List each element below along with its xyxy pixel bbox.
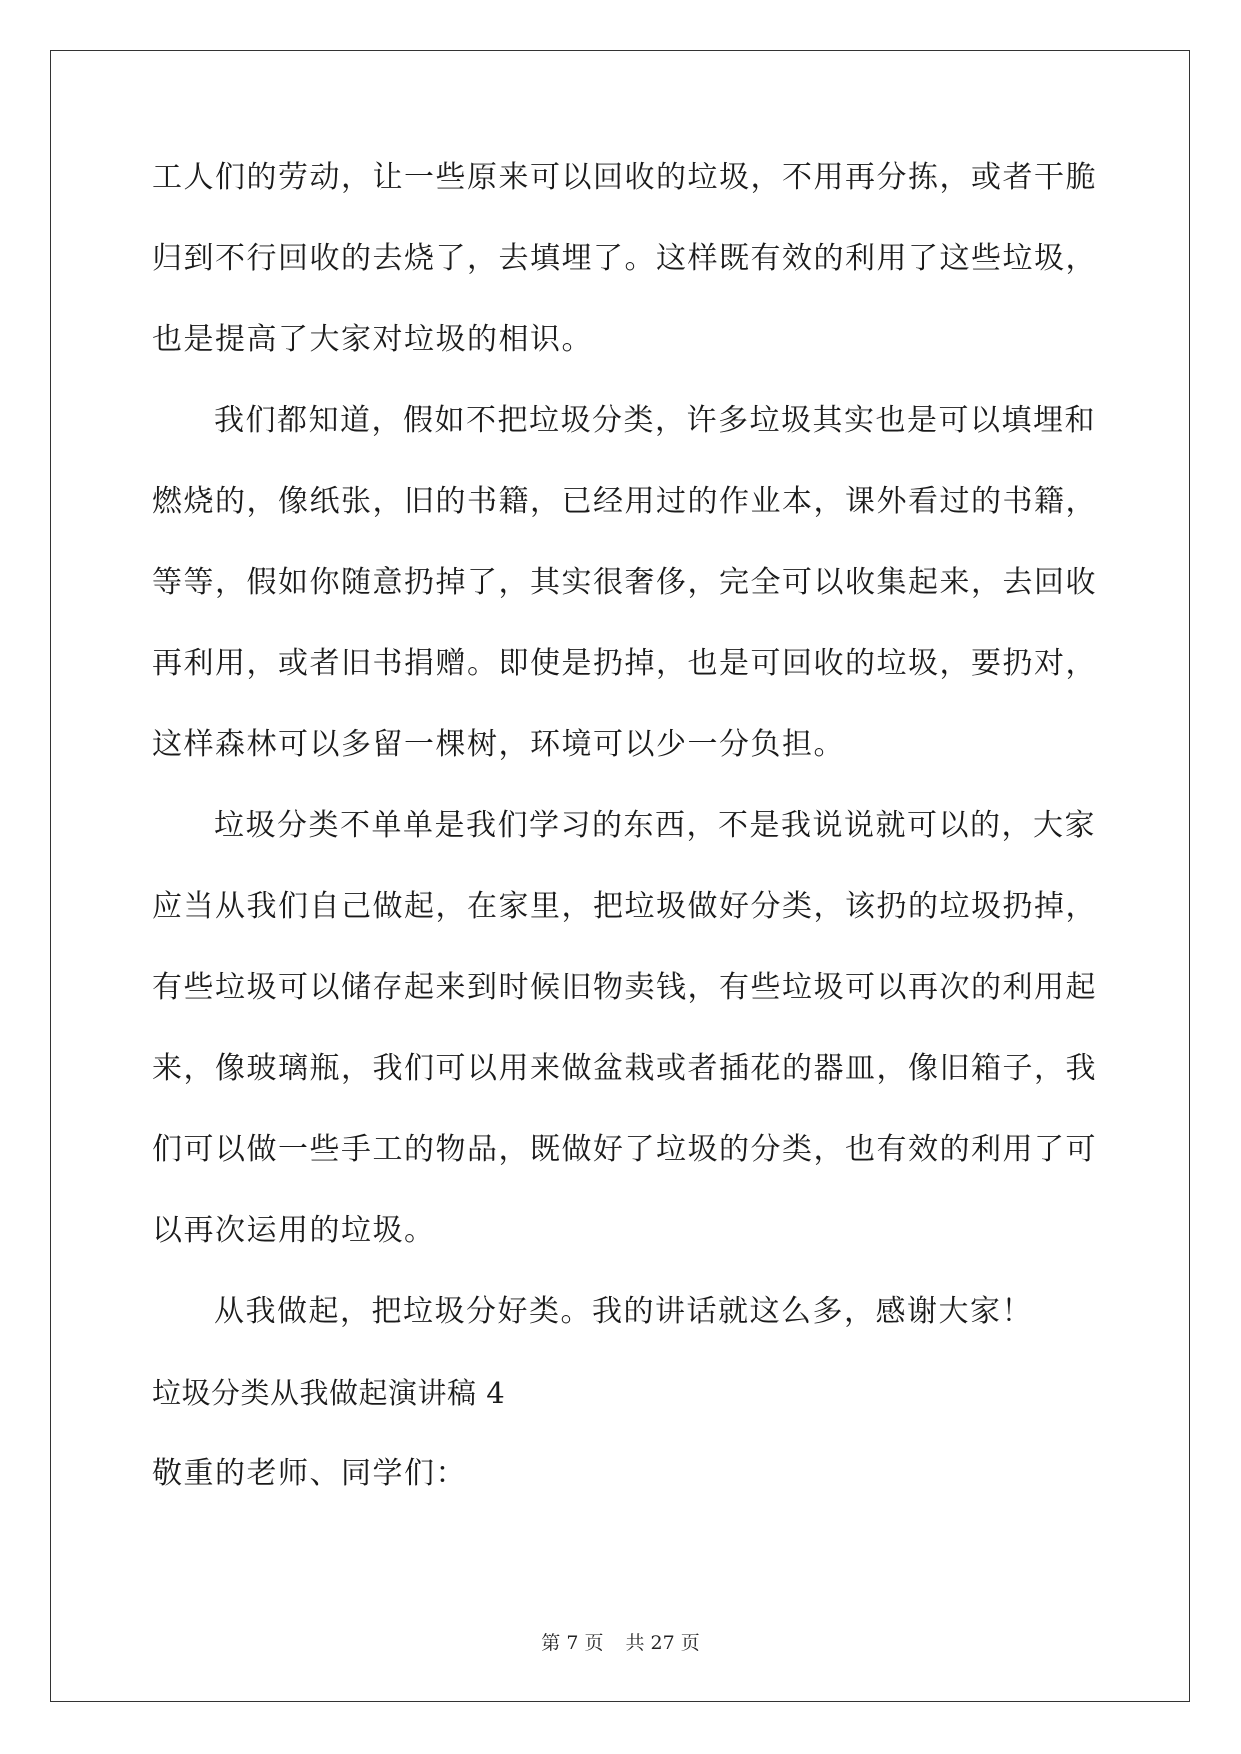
section-heading: 垃圾分类从我做起演讲稿 4 (152, 1376, 506, 1410)
body-line-4: 我们都知道，假如不把垃圾分类，许多垃圾其实也是可以填埋和 (214, 403, 1096, 438)
body-line-7: 再利用，或者旧书捐赠。即使是扔掉，也是可回收的垃圾，要扔对， (152, 646, 1097, 681)
body-line-15: 从我做起，把垃圾分好类。我的讲话就这么多，感谢大家！ (214, 1294, 1033, 1329)
body-line-6: 等等，假如你随意扔掉了，其实很奢侈，完全可以收集起来，去回收 (152, 565, 1097, 600)
body-line-8: 这样森林可以多留一棵树，环境可以少一分负担。 (152, 727, 845, 762)
body-line-9: 垃圾分类不单单是我们学习的东西，不是我说说就可以的，大家 (214, 808, 1096, 843)
body-line-1: 工人们的劳动，让一些原来可以回收的垃圾，不用再分拣，或者干脆 (152, 160, 1097, 195)
body-line-10: 应当从我们自己做起，在家里，把垃圾做好分类，该扔的垃圾扔掉， (152, 889, 1097, 924)
body-line-13: 们可以做一些手工的物品，既做好了垃圾的分类，也有效的利用了可 (152, 1132, 1097, 1167)
body-line-11: 有些垃圾可以储存起来到时候旧物卖钱，有些垃圾可以再次的利用起 (152, 970, 1097, 1005)
page-number-total: 共 27 页 (625, 1632, 700, 1654)
page-number-current: 第 7 页 (541, 1632, 604, 1654)
body-line-12: 来，像玻璃瓶，我们可以用来做盆栽或者插花的器皿，像旧箱子，我 (152, 1051, 1097, 1086)
body-line-14: 以再次运用的垃圾。 (152, 1213, 436, 1248)
salutation: 敬重的老师、同学们： (152, 1456, 467, 1491)
body-line-2: 归到不行回收的去烧了，去填埋了。这样既有效的利用了这些垃圾， (152, 241, 1097, 276)
body-line-5: 燃烧的，像纸张，旧的书籍，已经用过的作业本，课外看过的书籍， (152, 484, 1097, 519)
document-body (152, 158, 1097, 1535)
page-footer (0, 1628, 1241, 1655)
body-line-3: 也是提高了大家对垃圾的相识。 (152, 322, 593, 357)
